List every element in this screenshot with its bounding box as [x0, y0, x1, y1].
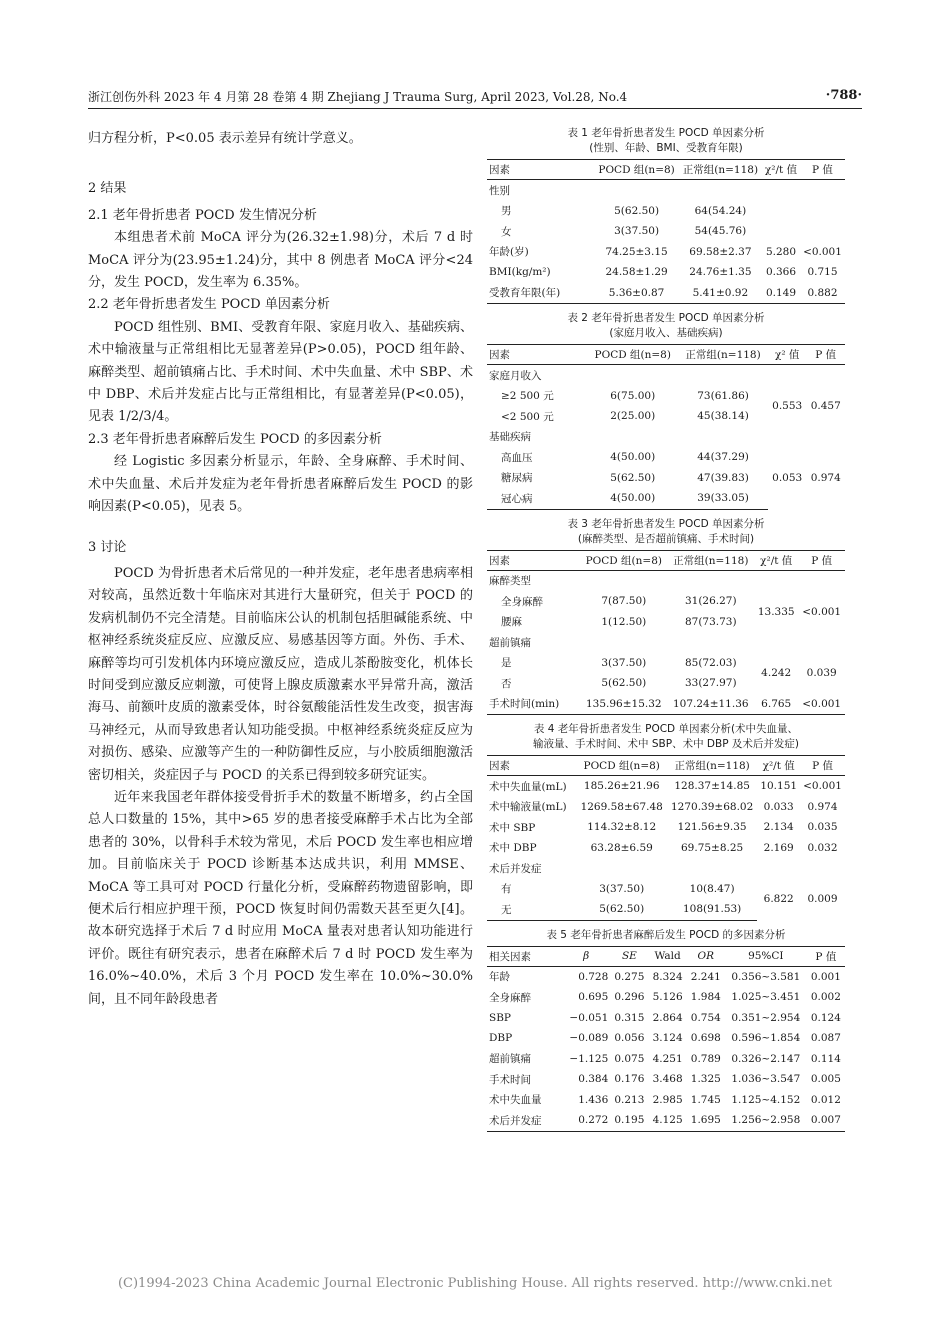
table-row [487, 632, 845, 653]
table-cell [800, 221, 845, 242]
table-row [487, 797, 845, 818]
table-cell: 术中 SBP [489, 821, 536, 834]
table-row [487, 987, 845, 1008]
table1-header-cell: P 值 [800, 160, 845, 180]
table-cell: 0.176 [614, 1073, 645, 1086]
table-row [487, 858, 845, 879]
table-row [487, 1069, 845, 1090]
table-cell: −0.051 [569, 1011, 609, 1024]
table-cell: 0.075 [614, 1052, 645, 1065]
table2-header-cell: 正常组(n=118) [678, 345, 768, 365]
table-cell: 0.356~3.581 [731, 970, 801, 983]
table-cell: 家庭月收入 [489, 369, 542, 382]
table-cell [679, 180, 762, 201]
table-cell: 0.457 [810, 400, 841, 412]
table-row [487, 838, 845, 859]
table-cell: 85(72.03) [684, 656, 737, 669]
table-cell: 1.256~2.958 [725, 1110, 807, 1131]
table-cell [800, 201, 845, 222]
table-cell: 全身麻醉 [501, 595, 543, 608]
table-cell: 5(62.50) [577, 899, 667, 920]
table-cell: 2.241 [690, 970, 721, 983]
table-cell: 5.126 [652, 991, 683, 1004]
table-cell: 0.366 [765, 266, 797, 279]
running-header [88, 86, 862, 109]
paragraph-2-3: 经 Logistic 多因素分析显示，年龄、全身麻醉、手术时间、术中失血量、术后并发症为老年骨折患者麻醉后发生 POCD 的影响因素(P<0.05)，见表 5。 [88, 454, 473, 515]
table-cell: 0.124 [810, 1011, 841, 1024]
table3-caption-sub: (麻醉类型、是否超前镇痛、手术时间) [577, 532, 755, 545]
table-row [487, 221, 845, 242]
table-cell: 年龄 [489, 971, 510, 984]
table5-header-cell: P 值 [807, 946, 845, 966]
table2-caption: 表 2 老年骨折患者发生 POCD 单因素分析 [567, 312, 765, 324]
table-row [487, 653, 845, 674]
table3-header-cell: P 值 [798, 550, 845, 570]
table-cell: 超前镇痛 [489, 636, 531, 649]
paragraph-3-1: POCD 为骨折患者术后常见的一种并发症，老年患者患病率相对较高，虽然近数十年临床对其进行大量研究，但关于 POCD 的发病机制仍不完全清楚。目前临床公认的机制包括胆碱能系统、中枢神经系统炎症反应、应激反应、易感基因等方面。外伤、手术、麻醉等均可引发机体内环境应激反应，造成儿茶酚胺变化，机体长时间受到应激反应刺激，可使肾上腺皮质激素水平异常升高，激活海马、前额叶皮质的激素受体，时谷氨酸能活性发生改变，损害海马神经元，从而导致患者认知功能受损。中枢神经系统炎症反应为对损伤、感染、应激等产生的一种防御性反应，与小胶质细胞激活密切相关，炎症因子与 POCD 的关系已得到较多研究证实。 [88, 565, 473, 783]
table-cell: 39(33.05) [678, 488, 768, 509]
table-cell: 64(54.24) [694, 204, 747, 217]
paragraph-3-2: 近年来我国老年群体接受骨折手术的数量不断增多，约占全国总人口数量的 15%，其中>65 岁的患者接受麻醉手术占比为全部患者的 30%，以骨科手术较为常见，术后 POCD 发生率也相应增加。目前临床关于 POCD 诊断基本达成共识，利用 MMSE、MoCA 等工具可对 POCD 行量化分析，受麻醉药物遗留影响，即便术后行相应护理干预，POCD 恢复时间仍需数天甚至更久[4]。故本研究选择于术后 7 d 时应用 MoCA 量表对患者认知功能进行评价。既往有研究表示，患者在麻醉术后 7 d 时 POCD 发生率为 16.0%~40.0%，术后 3 个月 POCD 发生率在 10.0%~30.0%间，且不同年龄段患者 [88, 789, 473, 1007]
table-cell: 男 [501, 205, 512, 218]
table-cell: 5(62.50) [614, 204, 660, 217]
table-row [487, 447, 845, 468]
table-row [487, 591, 845, 612]
table-cell: 0.005 [810, 1073, 841, 1086]
table-row [487, 427, 845, 448]
table-cell: 1.125~4.152 [731, 1093, 801, 1106]
table-cell: 63.28±6.59 [590, 841, 653, 854]
table-cell: 1270.39±68.02 [670, 800, 754, 813]
table-row [487, 966, 845, 987]
table-cell: 74.25±3.15 [605, 245, 668, 258]
table-cell: 0.053 [772, 472, 803, 484]
table-cell: 0.001 [810, 970, 841, 983]
table-cell [800, 180, 845, 201]
table-cell [762, 221, 800, 242]
table-cell: 0.596~1.854 [731, 1032, 801, 1045]
paragraph-2-2: POCD 组性别、BMI、受教育年限、家庭月收入、基础疾病、术中输液量与正常组相比无显著差异(P>0.05)，POCD 组年龄、麻醉类型、超前镇痛占比、手术时间、术中失血量、术中 SBP、术中 DBP、术后并发症占比与正常组相比，有显著差异(P<0.05)，见表 1/2/3/4。 [88, 319, 473, 425]
table-cell [762, 180, 800, 201]
table-cell: 0.351~2.954 [731, 1011, 801, 1024]
table-cell: 0.033 [763, 800, 794, 813]
table-cell: 45(38.14) [697, 410, 749, 423]
table-row [487, 1008, 845, 1029]
table-cell: 女 [501, 225, 512, 238]
table-cell: 44(37.29) [697, 451, 749, 464]
table4-header-cell: POCD 组(n=8) [577, 756, 667, 776]
table2-caption-sub: (家庭月收入、基础疾病) [609, 327, 723, 339]
table-cell: 121.56±9.35 [677, 821, 747, 834]
table-cell: 185.26±21.96 [583, 780, 660, 793]
table-cell: 0.213 [614, 1093, 645, 1106]
journal-header: 浙江创伤外科 2023 年 4 月第 28 卷第 4 期 Zhejiang J Trauma Surg, April 2023, Vol.28, No.4 [88, 90, 628, 104]
table-cell: 0.012 [810, 1093, 841, 1106]
table-4 [487, 755, 845, 921]
table-row [487, 1090, 845, 1111]
table-cell: 术中 DBP [489, 842, 537, 855]
table-3 [487, 550, 845, 716]
table-cell: 0.715 [807, 266, 838, 279]
table-cell: 0.553 [772, 400, 803, 412]
table-cell: 1(12.50) [601, 615, 647, 628]
table-row [487, 242, 845, 263]
table-cell: 受教育年限(年) [487, 283, 594, 304]
right-column [487, 126, 845, 1139]
table-cell: 5.41±0.92 [679, 283, 762, 304]
table5-header-cell: β [562, 946, 610, 966]
table-cell: 术中失血量 [489, 1094, 542, 1107]
table-cell: 是 [501, 657, 512, 670]
table-cell: 麻醉类型 [489, 575, 531, 588]
table-cell: 全身麻醉 [489, 991, 531, 1004]
table-cell: 无 [487, 899, 577, 920]
table-cell: 手术时间(min) [487, 694, 580, 715]
table2-header-cell: POCD 组(n=8) [587, 345, 678, 365]
table-cell: ≥2 500 元 [501, 390, 554, 403]
table-cell: 0.087 [810, 1032, 841, 1045]
table-cell: −1.125 [569, 1052, 609, 1065]
table-cell: 69.75±8.25 [681, 841, 744, 854]
left-column [88, 128, 473, 1011]
table-cell: 1.695 [687, 1110, 725, 1131]
table-cell: 0.296 [614, 991, 645, 1004]
table3-caption: 表 3 老年骨折患者发生 POCD 单因素分析 [567, 517, 765, 530]
table-cell: 114.32±8.12 [587, 821, 657, 834]
table-cell: 1.036~3.547 [731, 1073, 801, 1086]
table-cell: 0.032 [807, 841, 838, 854]
table-cell: <0.001 [803, 780, 842, 793]
table4-header-cell: 因素 [487, 756, 577, 776]
table-cell: −0.089 [569, 1032, 609, 1045]
table-cell: 24.58±1.29 [605, 266, 668, 279]
table5-header-cell: OR [687, 946, 725, 966]
table-cell: SBP [489, 1011, 511, 1024]
table-row [487, 283, 845, 304]
table-cell: 2.985 [652, 1093, 683, 1106]
table-cell: 10(8.47) [689, 882, 735, 895]
table-2 [487, 344, 845, 510]
table-cell: 高血压 [501, 451, 533, 464]
table5-body [487, 966, 845, 1131]
table-cell: 7(87.50) [601, 595, 647, 608]
table-cell: 4.125 [648, 1110, 686, 1131]
table3-header-cell: 因素 [487, 550, 580, 570]
table-cell: <0.001 [798, 694, 845, 715]
table-cell: 10.151 [760, 780, 798, 793]
table-row [487, 365, 845, 386]
table-row [487, 776, 845, 797]
table1-caption-sub: (性别、年龄、BMI、受教育年限) [589, 142, 743, 154]
table-cell: 0.149 [762, 283, 800, 304]
table5-header-cell: Wald [648, 946, 686, 966]
table-cell: 1269.58±67.48 [580, 800, 663, 813]
table-cell: 5.36±0.87 [594, 283, 678, 304]
table-cell: 3(37.50) [614, 225, 660, 238]
subsection-2-1-heading: 2.1 老年骨折患者 POCD 发生情况分析 [88, 207, 317, 223]
table1-header-cell: POCD 组(n=8) [594, 160, 678, 180]
table-cell: 0.789 [690, 1052, 721, 1065]
table-cell: 术后并发症 [489, 862, 542, 875]
table2-header-cell: P 值 [806, 345, 845, 365]
table-cell: 31(26.27) [684, 595, 737, 608]
table5-header-cell: SE [610, 946, 648, 966]
table-cell: 0.695 [578, 991, 609, 1004]
table-cell: 4(50.00) [610, 451, 656, 464]
table1-caption: 表 1 老年骨折患者发生 POCD 单因素分析 [567, 127, 765, 139]
table4-caption-sub: 输液量、手术时间、术中 SBP、术中 DBP 及术后并发症) [533, 738, 799, 750]
table-cell: 4.242 [761, 667, 792, 679]
table-cell: 4(50.00) [587, 488, 678, 509]
table-cell: 0.326~2.147 [731, 1052, 801, 1065]
table-cell: 0.728 [578, 970, 609, 983]
table-cell: 69.58±2.37 [689, 245, 752, 258]
table-cell: 1.745 [690, 1093, 721, 1106]
table-cell: 腰麻 [501, 616, 522, 629]
table-cell: 0.009 [807, 893, 838, 906]
table-cell: 5(62.50) [601, 677, 647, 690]
table-row [487, 879, 845, 900]
paragraph-2-1: 本组患者术前 MoCA 评分为(26.32±1.98)分，术后 7 d 时 MoCA 评分为(23.95±1.24)分，其中 8 例患者 MoCA 评分<24 分，发生 POCD，发生率为 6.35%。 [88, 230, 473, 291]
table-cell: 手术时间 [489, 1073, 531, 1086]
table-cell: 性别 [489, 184, 510, 197]
table-cell: 73(61.86) [697, 389, 749, 402]
table-cell: 0.002 [810, 991, 841, 1004]
table-cell: 4.251 [652, 1052, 683, 1065]
table-cell: 6.765 [754, 694, 798, 715]
table1-header-cell: χ²/t 值 [762, 160, 800, 180]
table-cell: 2.864 [652, 1011, 683, 1024]
table-cell: 54(45.76) [694, 225, 747, 238]
table-cell: 1.325 [690, 1073, 721, 1086]
table-cell: 有 [501, 883, 512, 896]
table-cell: 0.195 [610, 1110, 648, 1131]
table1-header-cell: 因素 [487, 160, 594, 180]
table4-header-cell: P 值 [800, 756, 845, 776]
table-cell: 6.822 [763, 893, 794, 906]
table-cell: 24.76±1.35 [689, 266, 752, 279]
table-cell: 0.056 [614, 1032, 645, 1045]
table-row [487, 1049, 845, 1070]
table3-header-cell: POCD 组(n=8) [580, 550, 667, 570]
table5-header-cell: 相关因素 [487, 946, 562, 966]
table2-header-cell: χ² 值 [768, 345, 807, 365]
table-cell: <0.001 [802, 605, 842, 618]
table-cell: 0.698 [690, 1032, 721, 1045]
table2-header-cell: 因素 [487, 345, 587, 365]
section-results-heading: 2 结果 [88, 181, 127, 197]
table-cell: 0.384 [578, 1073, 609, 1086]
table-cell: 0.275 [614, 970, 645, 983]
subsection-2-3-heading: 2.3 老年骨折患者麻醉后发生 POCD 的多因素分析 [88, 431, 382, 447]
table3-header-cell: χ²/t 值 [754, 550, 798, 570]
table-cell: 术中失血量(mL) [489, 780, 567, 793]
table1-body [487, 180, 845, 304]
table-cell: 0.039 [806, 667, 837, 679]
table-cell: 3.468 [652, 1073, 683, 1086]
table-cell: 1.025~3.451 [731, 991, 801, 1004]
table-cell: 基础疾病 [489, 431, 531, 444]
table-cell: 0.007 [807, 1110, 845, 1131]
table-row [487, 262, 845, 283]
table-cell: 3.124 [652, 1032, 683, 1045]
table-cell: 108(91.53) [667, 899, 757, 920]
table-5 [487, 946, 845, 1132]
copyright-footer: (C)1994-2023 China Academic Journal Electronic Publishing House. All rights reserved. http://www.cnki.net [117, 1276, 833, 1291]
table1-header-cell: 正常组(n=118) [679, 160, 762, 180]
table-cell: 冠心病 [487, 488, 587, 509]
table4-header-cell: 正常组(n=118) [667, 756, 757, 776]
table-cell: 0.035 [807, 821, 838, 834]
table-cell: 0.754 [690, 1011, 721, 1024]
table-1 [487, 159, 845, 304]
subsection-2-2-heading: 2.2 老年骨折患者发生 POCD 单因素分析 [88, 297, 330, 313]
table-cell: 107.24±11.36 [668, 694, 755, 715]
table-cell: 超前镇痛 [489, 1053, 531, 1066]
table-cell: 5.280 [765, 245, 797, 258]
table-row [487, 1028, 845, 1049]
table-cell: 47(39.83) [697, 471, 749, 484]
table-row [487, 180, 845, 201]
table-cell: 否 [501, 677, 512, 690]
table-cell: 2(25.00) [610, 410, 656, 423]
table4-header-cell: χ²/t 值 [757, 756, 800, 776]
table-cell: 术中输液量(mL) [489, 801, 567, 814]
table4-body [487, 776, 845, 921]
table-cell: 87(73.73) [684, 615, 737, 628]
table-row [487, 570, 845, 591]
table-cell: 3(37.50) [599, 882, 645, 895]
table-row [487, 386, 845, 407]
table-cell [762, 201, 800, 222]
table-cell: 33(27.97) [684, 677, 737, 690]
table-cell: 0.114 [810, 1052, 841, 1065]
table-cell: <0.001 [803, 245, 842, 258]
table-cell: 术后并发症 [487, 1110, 562, 1131]
table-cell: 6(75.00) [610, 389, 656, 402]
table-cell: 2.169 [763, 841, 794, 854]
page-number: ·788· [825, 88, 862, 103]
table-cell: 糖尿病 [501, 472, 533, 485]
table-cell: 0.272 [562, 1110, 610, 1131]
table-row [487, 817, 845, 838]
method-paragraph-end: 归方程分析，P<0.05 表示差异有统计学意义。 [88, 131, 362, 146]
table-row [487, 694, 845, 715]
table-cell: 8.324 [652, 970, 683, 983]
table-cell: 0.315 [614, 1011, 645, 1024]
table-cell: DBP [489, 1032, 513, 1045]
table-cell: <2 500 元 [501, 410, 554, 423]
table-cell: 0.974 [810, 472, 841, 484]
table-cell: 年龄(岁) [489, 246, 529, 259]
table-cell: 0.974 [807, 800, 838, 813]
table-cell: 1.984 [690, 991, 721, 1004]
table-cell: 2.134 [763, 821, 794, 834]
table-cell: 3(37.50) [601, 656, 647, 669]
table-cell: 5(62.50) [610, 471, 656, 484]
table-cell: 128.37±14.85 [674, 780, 750, 793]
table-cell: 1.436 [578, 1093, 609, 1106]
table4-caption: 表 4 老年骨折患者发生 POCD 单因素分析(术中失血量、 [533, 723, 799, 735]
table-cell [594, 180, 678, 201]
table-row [487, 1110, 845, 1131]
table5-header-cell: 95%CI [725, 946, 807, 966]
table3-header-cell: 正常组(n=118) [668, 550, 755, 570]
table-cell: 0.882 [800, 283, 845, 304]
table5-caption: 表 5 老年骨折患者麻醉后发生 POCD 的多因素分析 [546, 928, 786, 941]
table-cell: 135.96±15.32 [580, 694, 667, 715]
table-cell: 13.335 [757, 605, 795, 618]
table-cell: BMI(kg/m²) [489, 266, 551, 279]
table-row [487, 201, 845, 222]
section-discussion-heading: 3 讨论 [88, 539, 127, 555]
